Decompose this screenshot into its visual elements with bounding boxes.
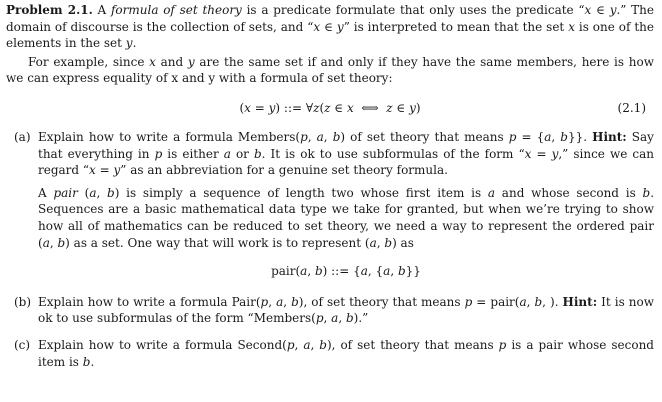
equation-expression: (x = y) ::= ∀z(z ∈ x ⟺ z ∈ y) bbox=[239, 100, 421, 115]
pair-equation: pair(a, b) ::= {a, {a, b}} bbox=[271, 264, 421, 279]
equation-number: (2.1) bbox=[617, 100, 646, 115]
part-b bbox=[6, 294, 654, 327]
part-b-tag: (b) bbox=[14, 294, 32, 309]
part-a-text: Explain how to write a formula Members(p, a, b) of set theory that means p = {a, b}}. Hint: Say that everything in p is either a or b. It is ok to use subformulas of the form “x = y,” since we can regard “x = y” as an abbreviation for a genuine set theory formula. bbox=[38, 129, 654, 178]
equality-equation bbox=[6, 95, 654, 123]
part-c bbox=[6, 337, 654, 370]
pair-definition-text: A pair (a, b) is simply a sequence of length two whose first item is a and whose second is b. Sequences are a basic mathematical data type we take for granted, but when we’re trying to show how all of mathematics can be reduced to set theory, we need a way to represent the ordered pair (a, b) as a set. One way that will work is to represent (a, b) as bbox=[38, 185, 655, 250]
problem-intro bbox=[6, 0, 654, 52]
part-c-tag: (c) bbox=[14, 337, 31, 352]
part-a bbox=[6, 129, 654, 280]
problem-parts bbox=[6, 129, 654, 370]
problem-intro-text: A formula of set theory is a predicate formulate that only uses the predicate “x ∈ y.” The domain of discourse is the collection of sets, and “x ∈ y” is interpreted to mean that the set x is one of the elements in the set y. bbox=[6, 3, 655, 51]
example-paragraph: For example, since x and y are the same set if and only if they have the same members, here is how we can express equality of x and y with a formula of set theory: bbox=[6, 54, 654, 86]
part-a-tag: (a) bbox=[14, 129, 31, 144]
problem-label: Problem 2.1. bbox=[6, 3, 93, 17]
part-c-text: Explain how to write a formula Second(p, a, b), of set theory that means p is a pair whose second item is b. bbox=[38, 337, 654, 369]
part-b-text: Explain how to write a formula Pair(p, a, b), of set theory that means p = pair(a, b, ). Hint: It is now ok to use subformulas of the form “Members(p, a, b).” bbox=[38, 294, 654, 326]
